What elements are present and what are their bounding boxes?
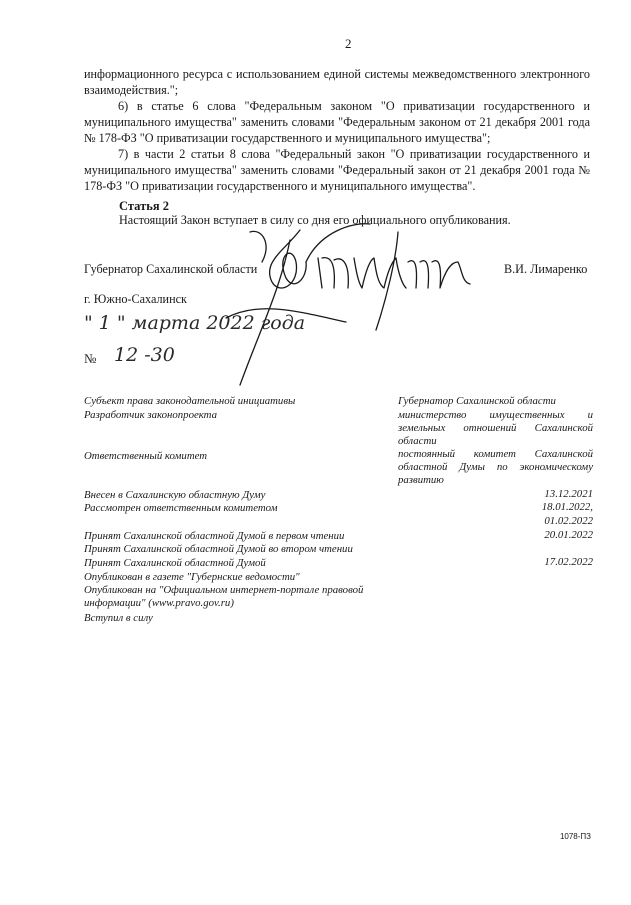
introduced-value: 13.12.2021 (544, 488, 593, 500)
paragraph-item-6: 6) в статье 6 слова "Федеральным законом "О приватизации государственного и муниципального имущества" заменить словами "Федеральным законом от 21 декабря 2001 года № 178-ФЗ "О приватизации государственного и муниципального имущества"; (84, 99, 590, 145)
subject-label: Субъект права законодательной инициативы (84, 395, 296, 407)
first-reading-label: Принят Сахалинской областной Думой в первом чтении (84, 530, 345, 542)
second-reading-label: Принят Сахалинской областной Думой во втором чтении (84, 543, 353, 555)
article-text: Настоящий Закон вступает в силу со дня его официального опубликования. (119, 213, 511, 227)
handwritten-date: " 1 " марта 2022 года (84, 312, 306, 334)
developer-value: министерство имущественных и земельных отношений Сахалинской области (398, 409, 593, 447)
paragraph-item-7: 7) в части 2 статьи 8 слова "Федеральный закон "О приватизации государственного и муниципального имущества" заменить словами "Федеральный закон от 21 декабря 2001 года № 178-ФЗ "О приватизации государственного и муниципального имущества". (84, 147, 590, 193)
introduced-label: Внесен в Сахалинскую областную Думу (84, 489, 266, 501)
adopted-value: 17.02.2022 (544, 556, 593, 568)
in-force-label: Вступил в силу (84, 612, 153, 624)
document-code: 1078-ПЗ (559, 832, 591, 841)
published-newspaper-label: Опубликован в газете "Губернские ведомости" (84, 571, 300, 583)
first-reading-value: 20.01.2022 (544, 529, 593, 541)
adopted-label: Принят Сахалинской областной Думой (84, 557, 266, 569)
number-prefix: № (84, 351, 97, 366)
governor-label: Губернатор Сахалинской области (84, 262, 258, 276)
governor-name: В.И. Лимаренко (504, 262, 588, 276)
page-number: 2 (345, 36, 352, 51)
developer-label: Разработчик законопроекта (84, 409, 217, 421)
paragraph-continuation: информационного ресурса с использованием единой системы межведомственного электронного взаимодействия."; (84, 67, 590, 97)
city-label: г. Южно-Сахалинск (84, 292, 187, 306)
subject-value: Губернатор Сахалинской области (398, 395, 556, 407)
handwritten-number: 12 -30 (114, 344, 175, 366)
reviewed-value-1: 18.01.2022, (541, 501, 593, 513)
reviewed-label: Рассмотрен ответственным комитетом (84, 502, 278, 514)
published-portal-label: Опубликован на "Официальном интернет-портале правовой информации" (www.pravo.gov.ru) (84, 584, 364, 609)
article-title: Статья 2 (119, 199, 169, 213)
committee-value: постоянный комитет Сахалинской областной Думы по экономическому развитию (398, 448, 593, 486)
committee-label: Ответственный комитет (84, 450, 208, 462)
reviewed-value-2: 01.02.2022 (544, 515, 593, 527)
